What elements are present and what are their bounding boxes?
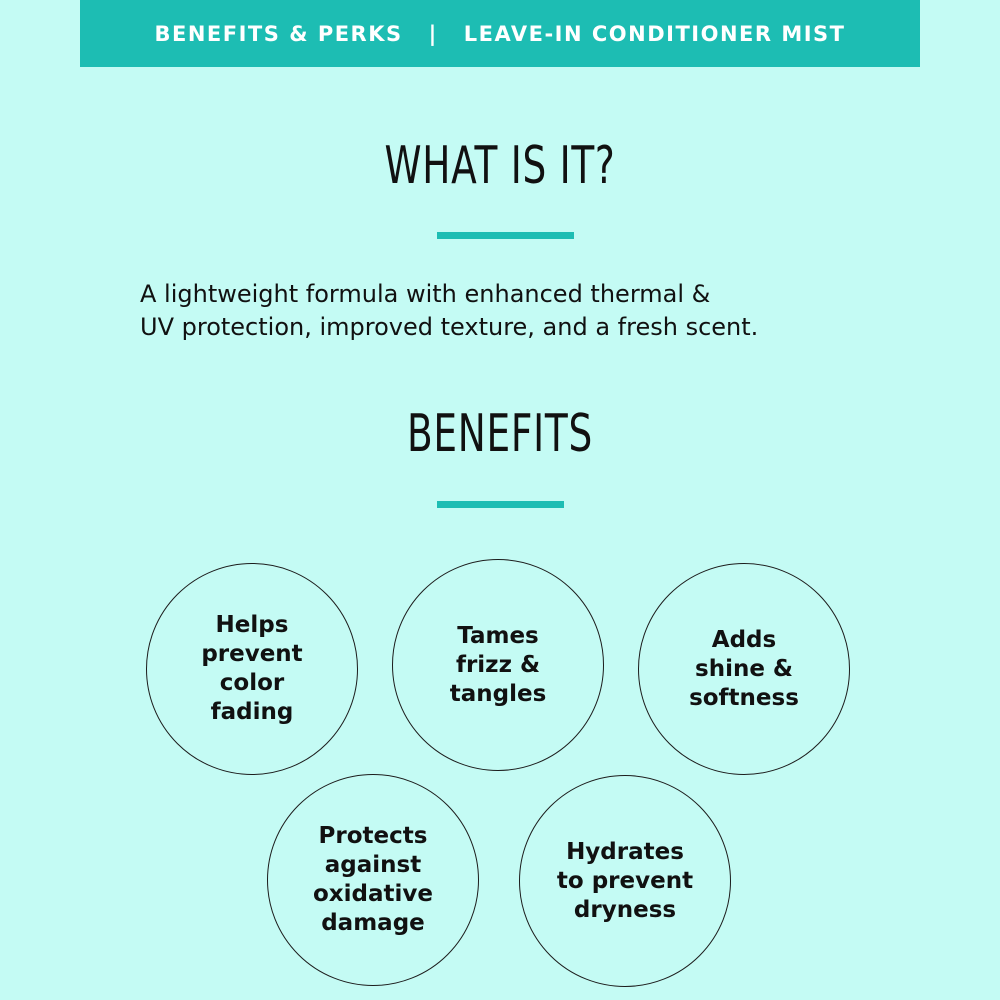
description-line-1: A lightweight formula with enhanced thermal & (140, 280, 711, 308)
benefit-circle-frizz (392, 559, 604, 771)
banner-left-label: BENEFITS & PERKS (154, 21, 403, 46)
benefit-label: Adds shine & softness (689, 626, 799, 711)
what-is-it-heading: WHAT IS IT? (384, 136, 616, 196)
banner-right-label: LEAVE-IN CONDITIONER MIST (463, 21, 846, 46)
top-banner (80, 0, 920, 67)
benefit-label: Helps prevent color fading (201, 612, 303, 725)
benefits-heading: BENEFITS (407, 404, 593, 464)
benefit-label: Tames frizz & tangles (449, 622, 547, 707)
benefit-circle-shine (638, 563, 850, 775)
description-line-2: UV protection, improved texture, and a fresh scent. (140, 313, 759, 341)
benefit-circle-color-fading (146, 563, 358, 775)
benefit-label: Protects against oxidative damage (313, 823, 433, 936)
what-is-it-divider (437, 232, 574, 239)
product-description (140, 278, 900, 344)
benefit-circle-oxidative (267, 774, 479, 986)
benefit-label: Hydrates to prevent dryness (556, 838, 694, 923)
benefit-circle-hydrates (519, 775, 731, 987)
banner-separator: | (428, 21, 438, 46)
benefits-divider (437, 501, 564, 508)
